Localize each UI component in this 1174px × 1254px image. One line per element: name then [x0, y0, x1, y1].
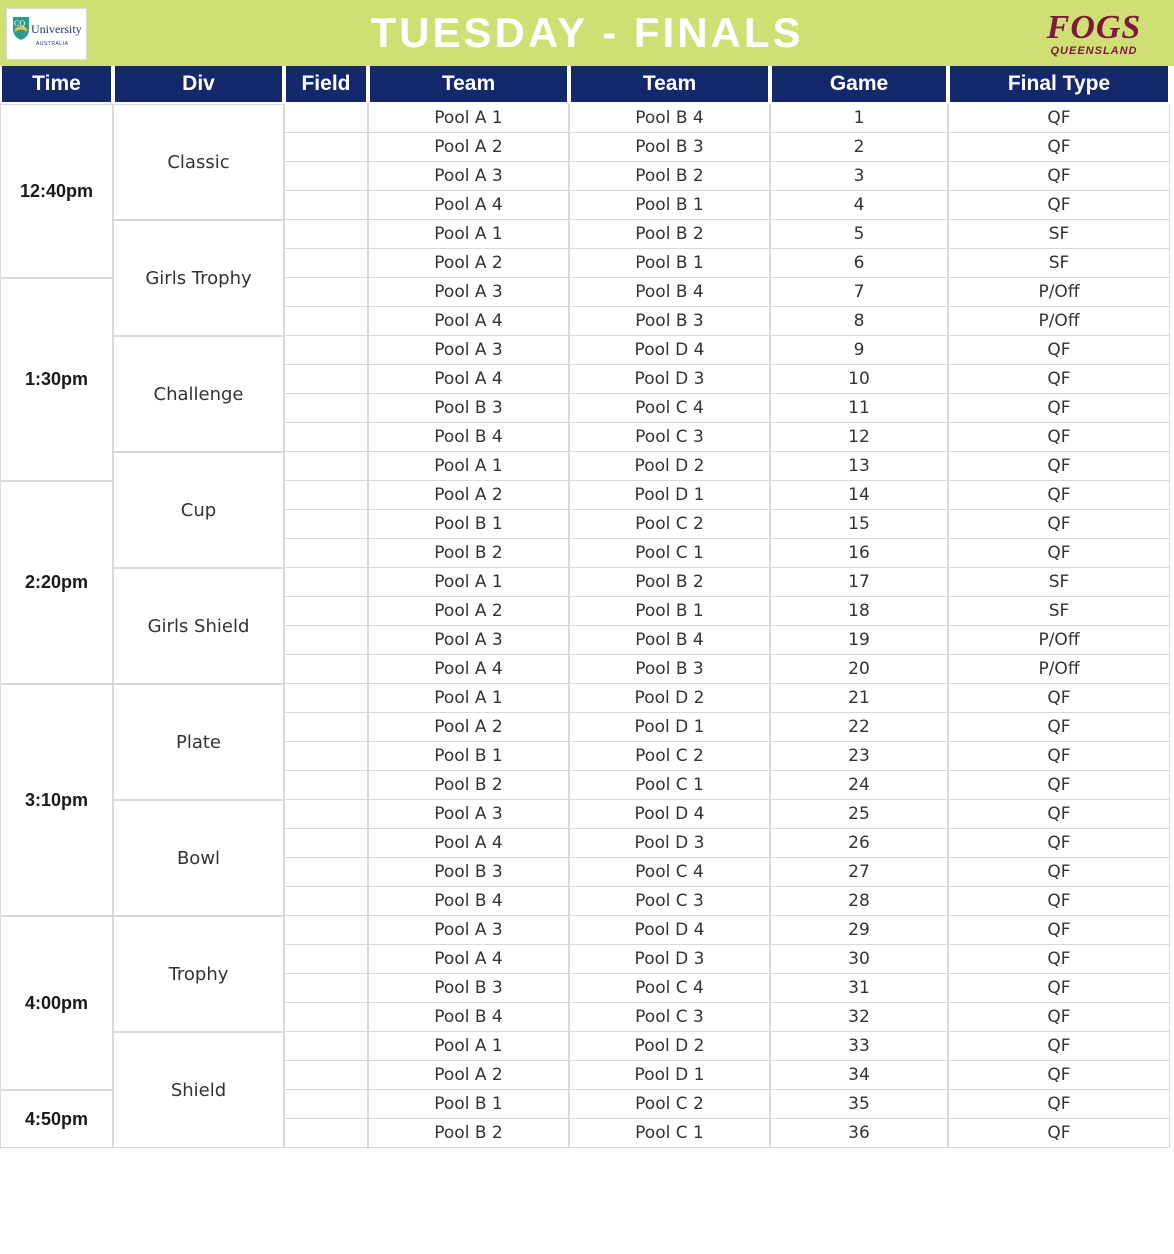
final-type: QF: [948, 336, 1170, 365]
game-number: 3: [770, 162, 948, 191]
team-1-cell: Pool A 4: [368, 191, 569, 220]
final-type: P/Off: [948, 307, 1170, 336]
game-number: 20: [770, 655, 948, 684]
final-type: QF: [948, 481, 1170, 510]
column-header-time: Time: [0, 66, 113, 104]
game-number: 9: [770, 336, 948, 365]
field-cell: [284, 626, 368, 655]
field-cell: [284, 974, 368, 1003]
division-name: Shield: [113, 1032, 284, 1148]
team-2-cell: Pool C 1: [569, 539, 770, 568]
game-number: 4: [770, 191, 948, 220]
team-1-cell: Pool A 1: [368, 568, 569, 597]
game-number: 23: [770, 742, 948, 771]
game-number: 17: [770, 568, 948, 597]
final-type: QF: [948, 423, 1170, 452]
game-number: 35: [770, 1090, 948, 1119]
team-1-cell: Pool A 3: [368, 336, 569, 365]
field-cell: [284, 945, 368, 974]
page-title: TUESDAY - FINALS: [370, 9, 804, 56]
fogs-queensland-logo: [1036, 10, 1152, 60]
field-cell: [284, 800, 368, 829]
table-row: [0, 336, 1170, 365]
field-cell: [284, 1119, 368, 1148]
game-number: 14: [770, 481, 948, 510]
field-cell: [284, 220, 368, 249]
final-type: QF: [948, 829, 1170, 858]
time-slot: 4:00pm: [0, 916, 113, 1090]
team-1-cell: Pool A 3: [368, 916, 569, 945]
final-type: QF: [948, 133, 1170, 162]
field-cell: [284, 307, 368, 336]
game-number: 36: [770, 1119, 948, 1148]
game-number: 7: [770, 278, 948, 307]
game-number: 31: [770, 974, 948, 1003]
team-1-cell: Pool A 1: [368, 1032, 569, 1061]
team-1-cell: Pool A 3: [368, 162, 569, 191]
final-type: SF: [948, 568, 1170, 597]
time-slot: 3:10pm: [0, 684, 113, 916]
game-number: 32: [770, 1003, 948, 1032]
team-2-cell: Pool D 4: [569, 916, 770, 945]
team-2-cell: Pool B 1: [569, 249, 770, 278]
final-type: QF: [948, 1032, 1170, 1061]
team-1-cell: Pool A 3: [368, 626, 569, 655]
fogs-logo-word: FOGS: [1046, 9, 1142, 46]
team-2-cell: Pool B 4: [569, 104, 770, 133]
final-type: QF: [948, 800, 1170, 829]
division-name: Cup: [113, 452, 284, 568]
team-2-cell: Pool B 3: [569, 133, 770, 162]
final-type: QF: [948, 162, 1170, 191]
team-2-cell: Pool B 3: [569, 307, 770, 336]
division-name: Plate: [113, 684, 284, 800]
field-cell: [284, 742, 368, 771]
final-type: QF: [948, 945, 1170, 974]
game-number: 22: [770, 713, 948, 742]
svg-text:CQ: CQ: [14, 19, 26, 28]
title-banner: [0, 0, 1174, 66]
final-type: QF: [948, 1119, 1170, 1148]
team-1-cell: Pool A 2: [368, 1061, 569, 1090]
cq-logo-sub: AUSTRALIA: [36, 41, 69, 47]
column-header-team-1: Team: [368, 66, 569, 104]
team-1-cell: Pool B 1: [368, 742, 569, 771]
team-1-cell: Pool A 3: [368, 278, 569, 307]
team-2-cell: Pool D 1: [569, 713, 770, 742]
team-1-cell: Pool B 4: [368, 423, 569, 452]
game-number: 12: [770, 423, 948, 452]
team-1-cell: Pool B 4: [368, 887, 569, 916]
game-number: 15: [770, 510, 948, 539]
game-number: 16: [770, 539, 948, 568]
final-type: QF: [948, 887, 1170, 916]
field-cell: [284, 713, 368, 742]
team-2-cell: Pool C 1: [569, 771, 770, 800]
team-1-cell: Pool A 3: [368, 800, 569, 829]
division-name: Challenge: [113, 336, 284, 452]
team-2-cell: Pool D 2: [569, 1032, 770, 1061]
game-number: 13: [770, 452, 948, 481]
game-number: 28: [770, 887, 948, 916]
game-number: 18: [770, 597, 948, 626]
team-1-cell: Pool A 4: [368, 829, 569, 858]
team-2-cell: Pool C 3: [569, 423, 770, 452]
game-number: 34: [770, 1061, 948, 1090]
team-2-cell: Pool C 3: [569, 887, 770, 916]
team-1-cell: Pool B 3: [368, 858, 569, 887]
team-1-cell: Pool A 1: [368, 104, 569, 133]
final-type: QF: [948, 452, 1170, 481]
field-cell: [284, 916, 368, 945]
team-2-cell: Pool B 2: [569, 220, 770, 249]
time-slot: 12:40pm: [0, 104, 113, 278]
team-2-cell: Pool D 3: [569, 365, 770, 394]
team-2-cell: Pool B 2: [569, 568, 770, 597]
field-cell: [284, 1090, 368, 1119]
final-type: QF: [948, 858, 1170, 887]
final-type: QF: [948, 771, 1170, 800]
field-cell: [284, 249, 368, 278]
team-2-cell: Pool C 2: [569, 510, 770, 539]
team-2-cell: Pool D 1: [569, 1061, 770, 1090]
team-1-cell: Pool B 1: [368, 510, 569, 539]
game-number: 6: [770, 249, 948, 278]
time-slot: 1:30pm: [0, 278, 113, 481]
game-number: 21: [770, 684, 948, 713]
game-number: 30: [770, 945, 948, 974]
team-1-cell: Pool B 3: [368, 394, 569, 423]
final-type: QF: [948, 104, 1170, 133]
game-number: 25: [770, 800, 948, 829]
game-number: 33: [770, 1032, 948, 1061]
team-1-cell: Pool A 4: [368, 945, 569, 974]
game-number: 19: [770, 626, 948, 655]
team-2-cell: Pool D 3: [569, 829, 770, 858]
game-number: 27: [770, 858, 948, 887]
team-2-cell: Pool C 2: [569, 742, 770, 771]
field-cell: [284, 394, 368, 423]
team-2-cell: Pool C 4: [569, 974, 770, 1003]
table-row: [0, 916, 1170, 945]
field-cell: [284, 510, 368, 539]
team-1-cell: Pool B 2: [368, 771, 569, 800]
field-cell: [284, 887, 368, 916]
team-2-cell: Pool C 4: [569, 858, 770, 887]
field-cell: [284, 684, 368, 713]
final-type: QF: [948, 394, 1170, 423]
field-cell: [284, 481, 368, 510]
table-row: [0, 800, 1170, 829]
game-number: 29: [770, 916, 948, 945]
team-2-cell: Pool D 1: [569, 481, 770, 510]
game-number: 24: [770, 771, 948, 800]
field-cell: [284, 191, 368, 220]
field-cell: [284, 539, 368, 568]
field-cell: [284, 1032, 368, 1061]
team-1-cell: Pool B 2: [368, 539, 569, 568]
team-1-cell: Pool B 2: [368, 1119, 569, 1148]
team-1-cell: Pool A 4: [368, 655, 569, 684]
team-1-cell: Pool A 2: [368, 713, 569, 742]
team-1-cell: Pool A 4: [368, 365, 569, 394]
division-name: Girls Shield: [113, 568, 284, 684]
time-slot: 4:50pm: [0, 1090, 113, 1148]
table-row: [0, 220, 1170, 249]
final-type: QF: [948, 191, 1170, 220]
finals-schedule-table: [0, 66, 1170, 1148]
game-number: 11: [770, 394, 948, 423]
team-1-cell: Pool A 2: [368, 481, 569, 510]
team-1-cell: Pool A 1: [368, 220, 569, 249]
field-cell: [284, 452, 368, 481]
team-1-cell: Pool A 4: [368, 307, 569, 336]
field-cell: [284, 597, 368, 626]
final-type: QF: [948, 1003, 1170, 1032]
team-2-cell: Pool D 2: [569, 452, 770, 481]
column-header-final-type: Final Type: [948, 66, 1170, 104]
table-row: [0, 568, 1170, 597]
final-type: QF: [948, 510, 1170, 539]
final-type: QF: [948, 974, 1170, 1003]
final-type: QF: [948, 916, 1170, 945]
final-type: SF: [948, 220, 1170, 249]
field-cell: [284, 771, 368, 800]
final-type: QF: [948, 1090, 1170, 1119]
table-row: [0, 104, 1170, 133]
team-2-cell: Pool C 1: [569, 1119, 770, 1148]
field-cell: [284, 278, 368, 307]
final-type: SF: [948, 597, 1170, 626]
field-cell: [284, 423, 368, 452]
team-2-cell: Pool D 4: [569, 336, 770, 365]
column-header-game: Game: [770, 66, 948, 104]
field-cell: [284, 858, 368, 887]
final-type: SF: [948, 249, 1170, 278]
field-cell: [284, 104, 368, 133]
time-slot: 2:20pm: [0, 481, 113, 684]
team-2-cell: Pool B 1: [569, 597, 770, 626]
field-cell: [284, 365, 368, 394]
team-2-cell: Pool C 2: [569, 1090, 770, 1119]
table-row: [0, 684, 1170, 713]
field-cell: [284, 568, 368, 597]
team-2-cell: Pool B 4: [569, 626, 770, 655]
final-type: P/Off: [948, 626, 1170, 655]
division-name: Girls Trophy: [113, 220, 284, 336]
final-type: QF: [948, 365, 1170, 394]
column-header-div: Div: [113, 66, 284, 104]
team-2-cell: Pool B 3: [569, 655, 770, 684]
field-cell: [284, 829, 368, 858]
team-2-cell: Pool B 1: [569, 191, 770, 220]
column-header-field: Field: [284, 66, 368, 104]
final-type: P/Off: [948, 278, 1170, 307]
team-2-cell: Pool C 4: [569, 394, 770, 423]
table-row: [0, 452, 1170, 481]
division-name: Classic: [113, 104, 284, 220]
team-1-cell: Pool A 2: [368, 133, 569, 162]
header-row: [0, 66, 1170, 104]
field-cell: [284, 336, 368, 365]
team-2-cell: Pool B 4: [569, 278, 770, 307]
field-cell: [284, 1003, 368, 1032]
division-name: Bowl: [113, 800, 284, 916]
team-1-cell: Pool A 1: [368, 684, 569, 713]
game-number: 1: [770, 104, 948, 133]
team-1-cell: Pool A 1: [368, 452, 569, 481]
team-2-cell: Pool B 2: [569, 162, 770, 191]
field-cell: [284, 162, 368, 191]
division-name: Trophy: [113, 916, 284, 1032]
team-2-cell: Pool D 3: [569, 945, 770, 974]
cq-logo-name: University: [31, 22, 82, 36]
team-2-cell: Pool D 2: [569, 684, 770, 713]
field-cell: [284, 655, 368, 684]
final-type: QF: [948, 742, 1170, 771]
final-type: QF: [948, 684, 1170, 713]
final-type: P/Off: [948, 655, 1170, 684]
team-2-cell: Pool C 3: [569, 1003, 770, 1032]
team-1-cell: Pool B 1: [368, 1090, 569, 1119]
team-1-cell: Pool B 4: [368, 1003, 569, 1032]
game-number: 2: [770, 133, 948, 162]
game-number: 10: [770, 365, 948, 394]
game-number: 26: [770, 829, 948, 858]
field-cell: [284, 133, 368, 162]
team-1-cell: Pool A 2: [368, 249, 569, 278]
table-row: [0, 1032, 1170, 1061]
team-1-cell: Pool A 2: [368, 597, 569, 626]
field-cell: [284, 1061, 368, 1090]
column-header-team-2: Team: [569, 66, 770, 104]
game-number: 5: [770, 220, 948, 249]
final-type: QF: [948, 539, 1170, 568]
final-type: QF: [948, 1061, 1170, 1090]
game-number: 8: [770, 307, 948, 336]
final-type: QF: [948, 713, 1170, 742]
team-1-cell: Pool B 3: [368, 974, 569, 1003]
team-2-cell: Pool D 4: [569, 800, 770, 829]
fogs-logo-sub: QUEENSLAND: [1050, 45, 1138, 57]
